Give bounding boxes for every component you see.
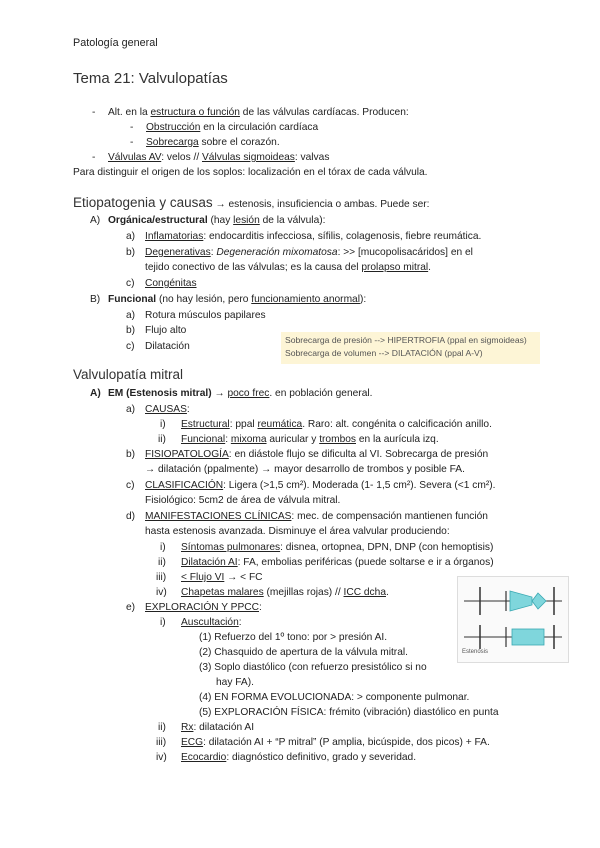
mitral-sintomas-pulmonares: Síntomas pulmonares: disnea, ortopnea, DPN, DNP (con hemoptisis)	[181, 542, 494, 553]
mitral-manifestaciones-line-2: hasta estenosis avanzada. Disminuye el área valvular produciendo:	[145, 526, 450, 537]
auscultacion-5: (5) EXPLORACIÓN FÍSICA: frémito (vibración) diastólico en punta	[199, 707, 499, 718]
list-label: i)	[160, 419, 166, 430]
mitral-clasificacion: CLASIFICACIÓN: Ligera (>1,5 cm²). Moderada (1- 1,5 cm²). Severa (<1 cm²).	[145, 480, 496, 491]
auscultacion-3: (3) Soplo diastólico (con refuerzo presistólico si no	[199, 662, 427, 673]
etio-item-c: Congénitas	[145, 278, 197, 289]
mitral-clasificacion-line-2: Fisiológico: 5cm2 de área de válvula mitral.	[145, 495, 341, 506]
mitral-auscultacion: Auscultación:	[181, 617, 242, 628]
auscultacion-2: (2) Chasquido de apertura de la válvula mitral.	[199, 647, 408, 658]
bullet-dash: -	[130, 137, 134, 148]
auscultacion-4: (4) EN FORMA EVOLUCIONADA: > componente pulmonar.	[199, 692, 470, 703]
bullet-dash: -	[92, 152, 96, 163]
highlight-note	[281, 332, 540, 364]
list-label: c)	[126, 480, 135, 491]
mitral-ecocardio: Ecocardio: diagnóstico definitivo, grado y severidad.	[181, 752, 417, 763]
intro-line-4: Válvulas AV: velos // Válvulas sigmoideas: valvas	[108, 152, 330, 163]
etio-item-Ba: Rotura músculos papilares	[145, 310, 266, 321]
list-label: iv)	[156, 587, 167, 598]
phonocardiogram-figure	[457, 576, 569, 663]
intro-line-2: Obstrucción en la circulación cardíaca	[146, 122, 319, 133]
mitral-causa-estructural: Estructural: ppal reumática. Raro: alt. congénita o calcificación anillo.	[181, 419, 492, 430]
list-label: A)	[90, 388, 101, 399]
list-label: c)	[126, 278, 135, 289]
mitral-causa-funcional: Funcional: mixoma auricular y trombos en la aurícula izq.	[181, 434, 439, 445]
intro-line-5: Para distinguir el origen de los soplos: localización en el tórax de cada válvula.	[73, 167, 428, 178]
list-label: i)	[160, 542, 166, 553]
figure-caption: Estenosis	[462, 649, 489, 655]
mitral-causas: CAUSAS:	[145, 404, 190, 415]
auscultacion-1: (1) Refuerzo del 1º tono: por > presión AI.	[199, 632, 388, 643]
etio-item-b: Degenerativas: Degeneración mixomatosa: >> [mucopolisacáridos] en el	[145, 247, 473, 258]
etio-item-B: Funcional (no hay lesión, pero funcionamiento anormal):	[108, 294, 367, 305]
mitral-fisiopatologia: FISIOPATOLOGÍA: en diástole flujo se dificulta al VI. Sobrecarga de presión	[145, 449, 489, 460]
list-label: c)	[126, 341, 135, 352]
section-mitral-heading: Valvulopatía mitral	[73, 367, 184, 382]
intro-line-1: Alt. en la estructura o función de las válvulas cardíacas. Producen:	[108, 107, 409, 118]
list-label: b)	[126, 247, 136, 258]
list-label: b)	[126, 325, 136, 336]
etio-item-a: Inflamatorias: endocarditis infecciosa, sífilis, colagenosis, fiebre reumática.	[145, 231, 482, 242]
mitral-flujo-vi: < Flujo VI → < FC	[181, 572, 263, 583]
bullet-dash: -	[92, 107, 96, 118]
note-line-1: Sobrecarga de presión --> HIPERTROFIA (ppal en sigmoideas)	[285, 335, 527, 345]
mitral-fisiopatologia-line-2: → dilatación (ppalmente) → mayor desarrollo de trombos y posible FA.	[145, 464, 465, 475]
list-label: a)	[126, 404, 136, 415]
mitral-exploracion: EXPLORACIÓN Y PPCC:	[145, 602, 262, 613]
mitral-dilatacion-ai: Dilatación AI: FA, embolias periféricas (puede soltarse e ir a órganos)	[181, 557, 494, 568]
list-label: iv)	[156, 752, 167, 763]
list-label: a)	[126, 231, 136, 242]
list-label: A)	[90, 215, 101, 226]
mitral-manifestaciones: MANIFESTACIONES CLÍNICAS: mec. de compensación mantienen función	[145, 511, 488, 522]
page-title: Tema 21: Valvulopatías	[73, 70, 228, 87]
intro-line-3: Sobrecarga sobre el corazón.	[146, 137, 280, 148]
page-header: Patología general	[73, 37, 158, 49]
section-etiopatogenia-heading: Etiopatogenia y causas → estenosis, insuficiencia o ambas. Puede ser:	[73, 195, 430, 210]
mitral-rx: Rx: dilatación AI	[181, 722, 255, 733]
list-label: i)	[160, 617, 166, 628]
list-label: ii)	[158, 557, 166, 568]
list-label: B)	[90, 294, 101, 305]
list-label: a)	[126, 310, 136, 321]
list-label: d)	[126, 511, 136, 522]
list-label: ii)	[158, 434, 166, 445]
mitral-item-A: EM (Estenosis mitral) → poco frec. en población general.	[108, 388, 373, 399]
etio-item-b-line-2: tejido conectivo de las válvulas; es la causa del prolapso mitral.	[145, 262, 431, 273]
mitral-chapetas: Chapetas malares (mejillas rojas) // ICC dcha.	[181, 587, 389, 598]
note-line-2: Sobrecarga de volumen --> DILATACIÓN (ppal A-V)	[285, 348, 483, 358]
mitral-ecg: ECG: dilatación AI + “P mitral” (P amplia, bicúspide, dos picos) + FA.	[181, 737, 490, 748]
etio-item-Bc: Dilatación	[145, 341, 190, 352]
list-label: e)	[126, 602, 136, 613]
etio-item-A: Orgánica/estructural (hay lesión de la válvula):	[108, 215, 326, 226]
list-label: ii)	[158, 722, 166, 733]
etio-item-Bb: Flujo alto	[145, 325, 187, 336]
auscultacion-3-line-2: hay FA).	[216, 677, 254, 688]
bullet-dash: -	[130, 122, 134, 133]
list-label: iii)	[156, 572, 167, 583]
list-label: iii)	[156, 737, 167, 748]
list-label: b)	[126, 449, 136, 460]
